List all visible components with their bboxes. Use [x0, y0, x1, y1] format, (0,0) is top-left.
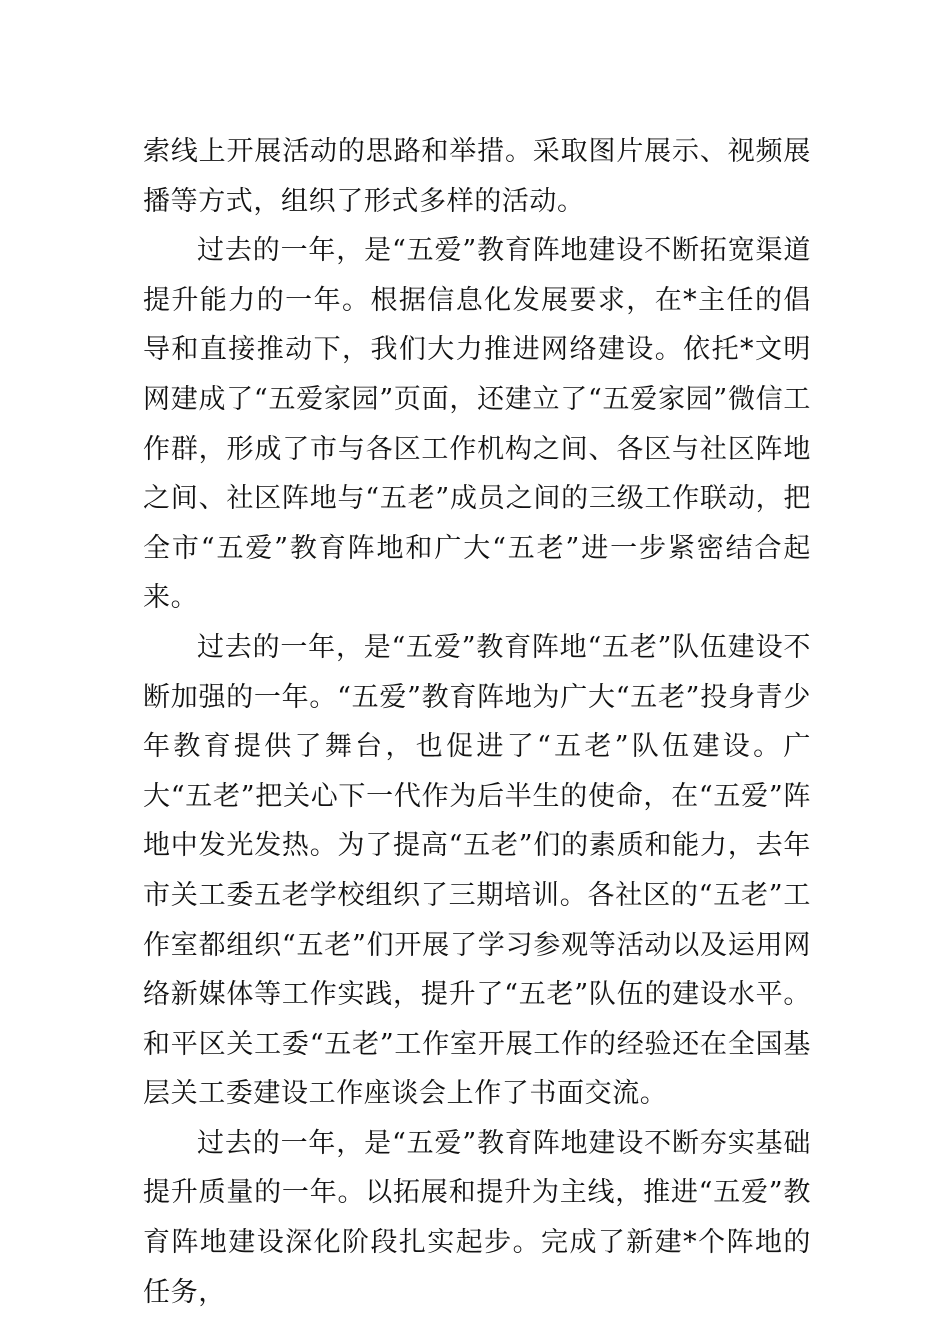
- paragraph-channels: 过去的一年，是“五爱”教育阵地建设不断拓宽渠道提升能力的一年。根据信息化发展要求，在*主任的倡导和直接推动下，我们大力推进网络建设。依托*文明网建成了“五爱家园”页面，还建立了“五爱家园”微信工作群，形成了市与各区工作机构之间、各区与社区阵地之间、社区阵地与“五老”成员之间的三级工作联动，把全市“五爱”教育阵地和广大“五老”进一步紧密结合起来。: [143, 235, 811, 614]
- paragraph-team-building: 过去的一年，是“五爱”教育阵地“五老”队伍建设不断加强的一年。“五爱”教育阵地为广大“五老”投身青少年教育提供了舞台，也促进了“五老”队伍建设。广大“五老”把关心下一代作为后半生的使命，在“五爱”阵地中发光发热。为了提高“五老”们的素质和能力，去年市关工委五老学校组织了三期培训。各社区的“五老”工作室都组织“五老”们开展了学习参观等活动以及运用网络新媒体等工作实践，提升了“五老”队伍的建设水平。和平区关工委“五老”工作室开展工作的经验还在全国基层关工委建设工作座谈会上作了书面交流。: [143, 631, 811, 1110]
- document-body: [143, 127, 811, 1317]
- paragraph-foundation: 过去的一年，是“五爱”教育阵地建设不断夯实基础提升质量的一年。以拓展和提升为主线，推进“五爱”教育阵地建设深化阶段扎实起步。完成了新建*个阵地的任务，: [143, 1127, 811, 1308]
- paragraph-continuation: 索线上开展活动的思路和举措。采取图片展示、视频展播等方式，组织了形式多样的活动。: [143, 136, 811, 217]
